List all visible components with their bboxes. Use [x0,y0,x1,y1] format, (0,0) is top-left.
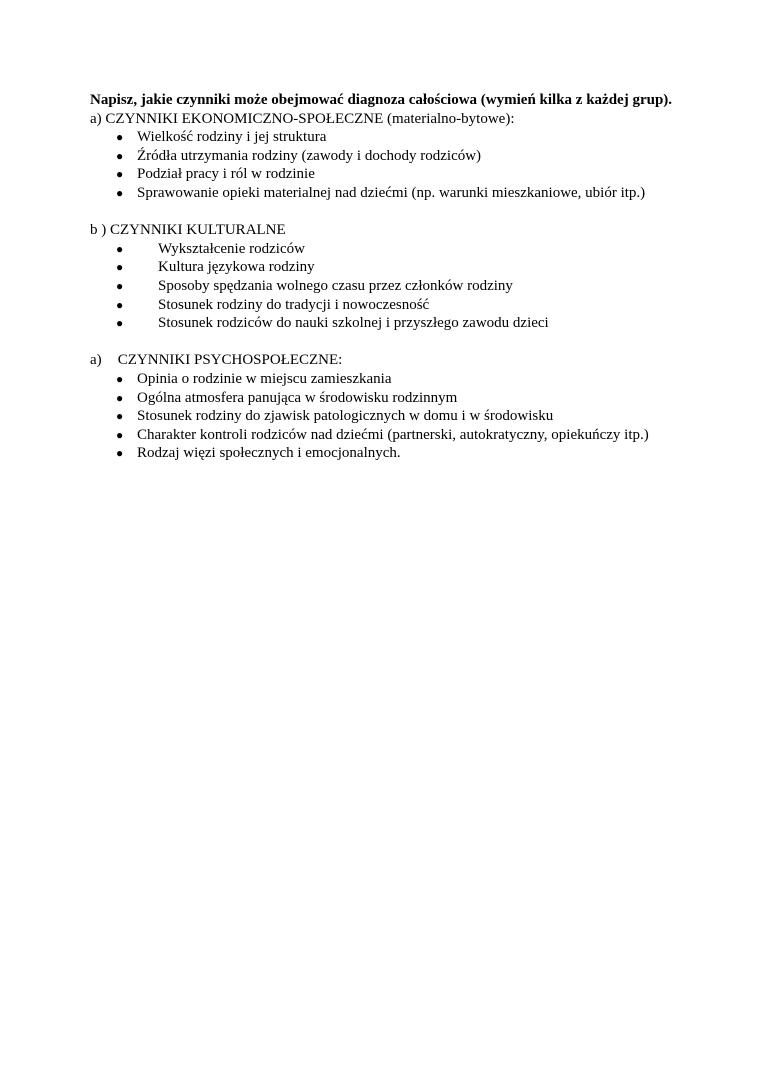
document-body [90,91,680,463]
list-item: ● Sposoby spędzania wolnego czasu przez członków rodziny [116,277,513,294]
section-heading-text: CZYNNIKI EKONOMICZNO-SPOŁECZNE (materialno-bytowe): [105,110,515,127]
section-marker: a) [90,352,102,369]
section-marker: a) [90,110,102,127]
list-item: ● Opinia o rodzinie w miejscu zamieszkania [116,370,392,387]
list-item: ● Sprawowanie opieki materialnej nad dziećmi (np. warunki mieszkaniowe, ubiór itp.) [116,184,646,201]
list-item: ● Źródła utrzymania rodziny (zawody i dochody rodziców) [116,147,482,164]
list-item: ● Stosunek rodziny do zjawisk patologicznych w domu i w środowisku [116,408,554,425]
bullet-icon: ● [116,316,124,331]
list-item: ● Charakter kontroli rodziców nad dziećmi (partnerski, autokratyczny, opiekuńczy itp.) [116,426,649,443]
bullet-icon: ● [116,371,124,386]
economic-factors-list [90,128,680,202]
bullet-icon: ● [116,260,124,275]
bullet-icon: ● [116,148,124,163]
cultural-factors-list [90,240,680,333]
list-item: ● Wykształcenie rodziców [116,240,305,257]
list-item: ● Stosunek rodziców do nauki szkolnej i przyszłego zawodu dzieci [116,315,549,332]
bullet-icon: ● [116,278,124,293]
bullet-icon: ● [116,130,124,145]
spacer [90,333,680,352]
bullet-icon: ● [116,185,124,200]
list-item: ● Rodzaj więzi społecznych i emocjonalnych. [116,445,401,462]
bullet-icon: ● [116,446,124,461]
bullet-icon: ● [116,390,124,405]
bullet-icon: ● [116,167,124,182]
list-item: ● Kultura językowa rodziny [116,259,315,276]
bullet-icon: ● [116,427,124,442]
question-title: Napisz, jakie czynniki może obejmować diagnoza całościowa (wymień kilka z każdej grup). [90,92,673,108]
list-item: ● Wielkość rodziny i jej struktura [116,129,327,146]
section-heading-economic [90,110,680,129]
section-heading-text: CZYNNIKI KULTURALNE [110,222,286,239]
section-marker: b ) [90,222,107,239]
bullet-icon: ● [116,409,124,424]
list-item: ● Ogólna atmosfera panująca w środowisku rodzinnym [116,389,458,406]
list-item: ● Stosunek rodziny do tradycji i nowoczesność [116,296,430,313]
section-heading-text: CZYNNIKI PSYCHOSPOŁECZNE: [117,352,343,369]
list-item: ● Podział pracy i ról w rodzinie [116,166,315,183]
section-heading-psychosocial [90,351,680,370]
bullet-icon: ● [116,297,124,312]
psychosocial-factors-list [90,370,680,463]
section-heading-cultural [90,221,680,240]
bullet-icon: ● [116,241,124,256]
spacer [90,203,680,222]
